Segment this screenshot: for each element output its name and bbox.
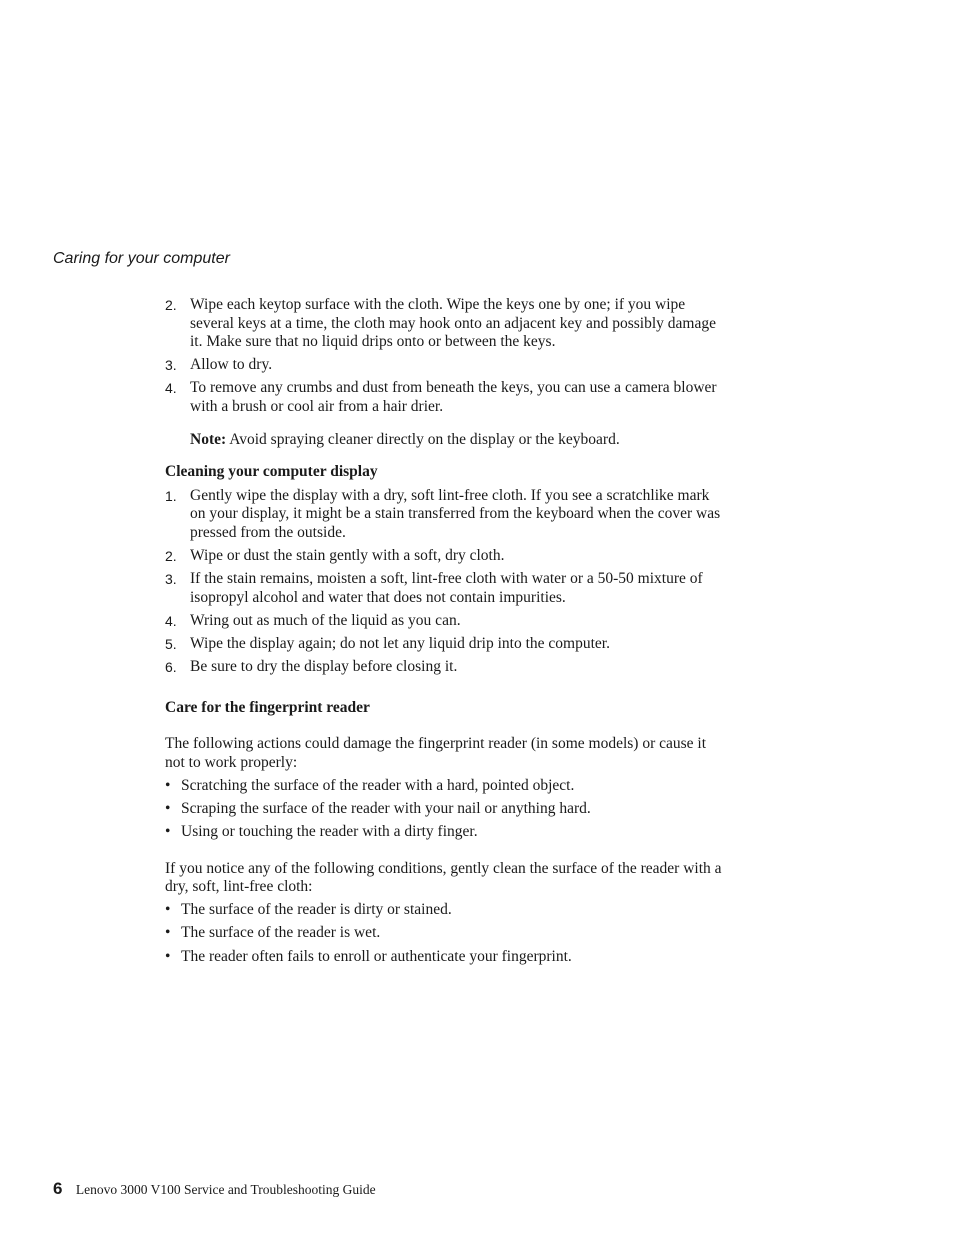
- step-text: Wring out as much of the liquid as you can.: [190, 611, 461, 629]
- bullet-glyph: •: [165, 947, 171, 965]
- list-item: [165, 570, 725, 607]
- bullet-glyph: •: [165, 924, 171, 942]
- bullet-text: Using or touching the reader with a dirty finger.: [181, 823, 478, 841]
- step-text: Wipe each keytop surface with the cloth. Wipe the keys one by one; if you wipe several keys at a time, the cloth may hook onto an adjacent key and possibly damage it. Make sure that no liquid drips onto or between the keys.: [190, 296, 716, 351]
- list-item: [165, 296, 725, 352]
- list-item: [165, 635, 725, 654]
- running-head: Caring for your computer: [53, 250, 230, 267]
- bullet-text: Scratching the surface of the reader with a hard, pointed object.: [181, 776, 575, 794]
- bullet-glyph: •: [165, 823, 171, 841]
- note-label: Note:: [190, 430, 227, 448]
- bullet-text: The surface of the reader is wet.: [181, 924, 381, 942]
- step-number: 2.: [165, 297, 177, 313]
- bullet-glyph: •: [165, 901, 171, 919]
- step-number: 5.: [165, 635, 177, 652]
- step-text: Allow to dry.: [190, 356, 273, 374]
- footer-title: Lenovo 3000 V100 Service and Troubleshooting Guide: [75, 1182, 376, 1197]
- list-item: [165, 379, 725, 416]
- condition-bullets-list: [165, 901, 725, 966]
- bullet-text: The reader often fails to enroll or authenticate your fingerprint.: [181, 947, 572, 965]
- list-item: [165, 612, 725, 631]
- step-number: 1.: [165, 487, 177, 504]
- step-text: Wipe or dust the stain gently with a soft, dry cloth.: [190, 547, 505, 565]
- page-footer: [53, 1179, 376, 1200]
- step-text: If the stain remains, moisten a soft, lint-free cloth with water or a 50-50 mixture of isopropyl alcohol and water that does not contain impurities.: [190, 570, 703, 606]
- note-text: Avoid spraying cleaner directly on the display or the keyboard.: [229, 430, 620, 448]
- clean-intro: If you notice any of the following conditions, gently clean the surface of the reader with a dry, soft, lint-free cloth:: [165, 859, 722, 896]
- step-text: Be sure to dry the display before closing it.: [190, 658, 458, 675]
- step-text: Gently wipe the display with a dry, soft lint-free cloth. If you see a scratchlike mark on your display, it might be a stain transferred from the keyboard when the cover was pressed from the outside.: [190, 486, 721, 541]
- list-item: [165, 356, 725, 375]
- list-item: [165, 487, 725, 543]
- step-number: 2.: [165, 548, 177, 565]
- bullet-glyph: •: [165, 776, 171, 794]
- bullet-text: Scraping the surface of the reader with your nail or anything hard.: [181, 799, 591, 817]
- step-number: 4.: [165, 380, 177, 397]
- list-item: [165, 823, 725, 842]
- bullet-text: The surface of the reader is dirty or stained.: [181, 901, 452, 919]
- fingerprint-section-heading: Care for the fingerprint reader: [165, 698, 370, 716]
- page-content: [165, 296, 725, 971]
- page-number: 6: [53, 1179, 63, 1198]
- note: [165, 431, 725, 450]
- step-number: 4.: [165, 612, 177, 629]
- step-number: 3.: [165, 357, 177, 374]
- list-item: [165, 924, 725, 943]
- step-text: Wipe the display again; do not let any liquid drip into the computer.: [190, 634, 610, 652]
- list-item: [165, 948, 725, 967]
- display-steps-list: [165, 487, 725, 677]
- damage-bullets-list: [165, 777, 725, 842]
- step-number: 6.: [165, 659, 177, 675]
- list-item: [165, 777, 725, 796]
- fingerprint-intro: The following actions could damage the fingerprint reader (in some models) or cause it not to work properly:: [165, 735, 707, 771]
- list-item: [165, 800, 725, 819]
- step-text: To remove any crumbs and dust from beneath the keys, you can use a camera blower with a brush or cool air from a hair drier.: [190, 379, 717, 415]
- bullet-glyph: •: [165, 799, 171, 817]
- list-item: [165, 658, 725, 677]
- step-number: 3.: [165, 571, 177, 588]
- list-item: [165, 547, 725, 566]
- list-item: [165, 901, 725, 920]
- display-section-heading: Cleaning your computer display: [165, 463, 378, 481]
- keyboard-steps-list: [165, 296, 725, 417]
